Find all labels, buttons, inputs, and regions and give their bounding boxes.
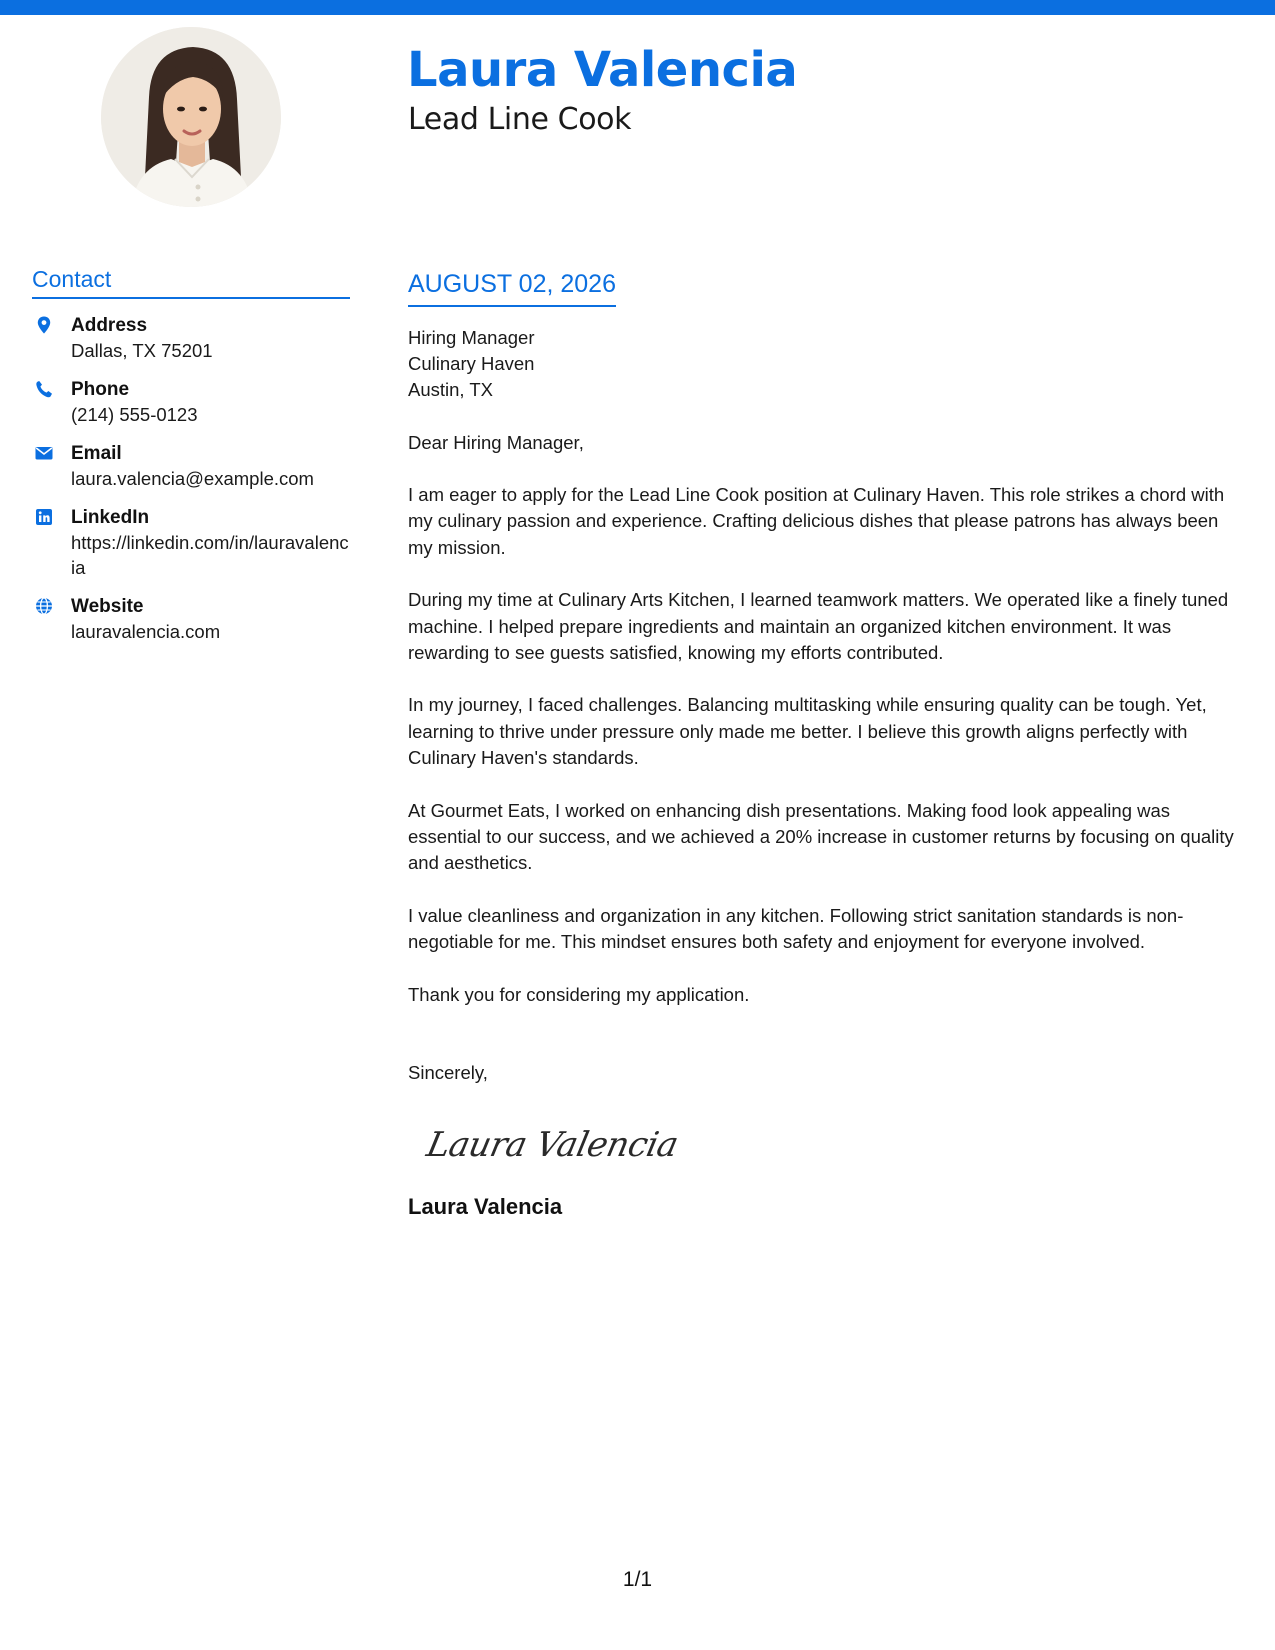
letter-paragraph: I am eager to apply for the Lead Line Cook position at Culinary Haven. This role strikes a chord with my culinary passion and experience. Crafting delicious dishes that please patrons has always been my mission.	[408, 484, 1225, 558]
letter-paragraph: During my time at Culinary Arts Kitchen, I learned teamwork matters. We operated like a finely tuned machine. I helped prepare ingredients and maintain an organized kitchen environment. It was rewarding to see guests satisfied, knowing my efforts contributed.	[408, 589, 1229, 664]
portrait-photo	[101, 27, 281, 207]
contact-label: Address	[71, 315, 148, 336]
phone-value[interactable]: (214) 555-0123	[71, 404, 198, 425]
address-value: Dallas, TX 75201	[71, 340, 213, 361]
top-accent-bar	[0, 0, 1275, 15]
letter-paragraph: In my journey, I faced challenges. Balancing multitasking while ensuring quality can be tough. Yet, learning to thrive under pressure only made me better. I believe this growth aligns perfectly with Culinary Haven's standards.	[408, 694, 1207, 769]
salutation: Dear Hiring Manager,	[408, 432, 584, 453]
contact-item-phone	[32, 377, 350, 427]
letter-body	[408, 268, 1248, 1221]
letter-paragraph: I value cleanliness and organization in any kitchen. Following strict sanitation standards is non-negotiable for me. This mindset ensures both safety and enjoyment for everyone involved.	[408, 904, 1184, 953]
contact-label: LinkedIn	[71, 507, 150, 528]
contact-item-linkedin	[32, 505, 350, 580]
contact-item-email	[32, 441, 350, 491]
globe-icon	[34, 596, 54, 616]
contact-heading: Contact	[32, 265, 350, 299]
avatar	[101, 27, 281, 207]
letter-paragraph: Thank you for considering my application.	[408, 983, 750, 1005]
page-number: 1/1	[622, 1568, 653, 1591]
website-value[interactable]: lauravalencia.com	[71, 621, 221, 642]
letter-paragraph: At Gourmet Eats, I worked on enhancing dish presentations. Making food look appealing was essential to our success, and we achieved a 20% increase in customer returns by focusing on quality and aesthetics.	[408, 799, 1234, 874]
recipient-block	[408, 325, 1248, 403]
contact-item-address	[32, 313, 350, 363]
recipient-line: Hiring Manager	[408, 327, 535, 348]
linkedin-icon	[34, 507, 54, 527]
recipient-line: Austin, TX	[408, 379, 494, 400]
contact-label: Website	[71, 596, 144, 617]
email-value[interactable]: laura.valencia@example.com	[71, 468, 314, 489]
letter-date: AUGUST 02, 2026	[408, 268, 616, 307]
linkedin-value[interactable]: https://linkedin.com/in/lauravalencia	[71, 532, 349, 578]
map-pin-icon	[34, 315, 54, 335]
phone-icon	[34, 379, 54, 399]
contact-item-website	[32, 594, 350, 644]
applicant-name: Laura Valencia	[407, 42, 798, 98]
signature-image: Laura Valencia	[423, 1125, 680, 1165]
contact-label: Phone	[71, 379, 130, 400]
recipient-line: Culinary Haven	[408, 353, 535, 374]
job-title: Lead Line Cook	[408, 102, 632, 137]
closing: Sincerely,	[408, 1062, 488, 1084]
envelope-icon	[34, 443, 54, 463]
contact-label: Email	[71, 443, 122, 464]
handwritten-signature	[420, 1114, 680, 1174]
signer-name: Laura Valencia	[408, 1194, 563, 1220]
contact-sidebar	[32, 265, 350, 644]
